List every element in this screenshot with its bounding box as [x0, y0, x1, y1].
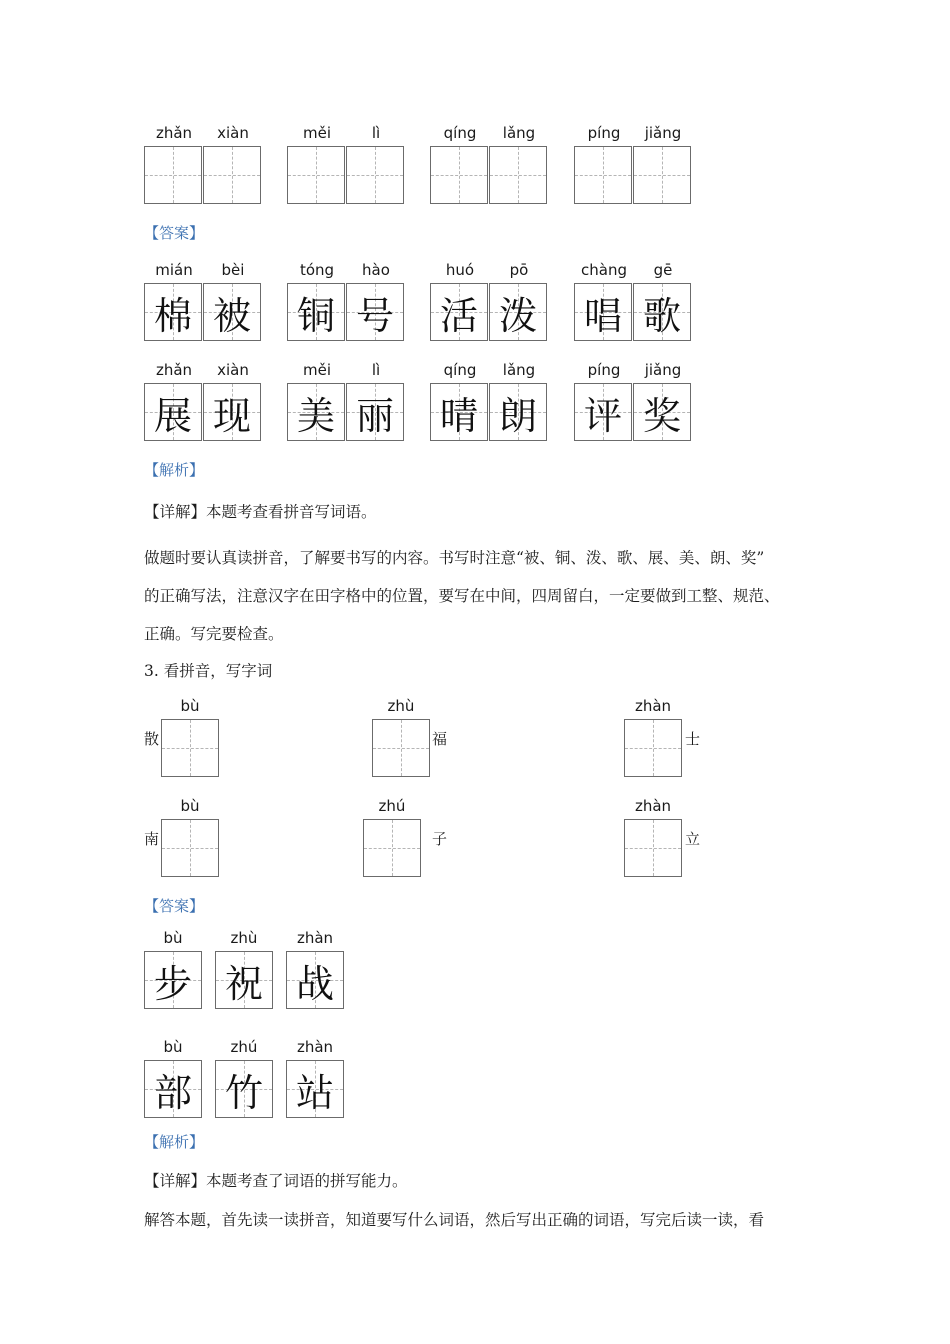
pinyin: bù [180, 797, 200, 815]
answer-cell [144, 951, 202, 1009]
answer-char: 号 [355, 293, 394, 338]
explain-line: 正确。写完要检查。 [144, 625, 284, 643]
answer-char: 评 [583, 393, 622, 438]
answer-cell [346, 283, 404, 341]
answer-char: 朗 [498, 393, 537, 438]
writing-cell[interactable] [624, 819, 682, 877]
writing-cell[interactable] [430, 146, 488, 204]
pinyin: bù [163, 1038, 183, 1056]
answer-cell [144, 383, 202, 441]
detail-text: 【详解】本题考查了词语的拼写能力。 [144, 1172, 408, 1190]
answer-tag: 【答案】 [144, 224, 205, 242]
writing-cell[interactable] [489, 146, 547, 204]
word-part: 南 [144, 830, 160, 848]
writing-cell[interactable] [161, 819, 219, 877]
answer-char: 奖 [642, 393, 681, 438]
answer-char: 唱 [583, 293, 622, 338]
answer-char: 棉 [153, 293, 192, 338]
answer-cell [286, 951, 344, 1009]
pinyin: píng [587, 124, 621, 142]
answer-cell [203, 383, 261, 441]
pinyin: zhú [230, 1038, 258, 1056]
pinyin: lì [371, 361, 381, 379]
pinyin: měi [302, 361, 331, 379]
answer-cell [633, 383, 691, 441]
pinyin: zhú [378, 797, 406, 815]
writing-cell[interactable] [161, 719, 219, 777]
pinyin: zhǎn [155, 361, 193, 379]
question-title: 3. 看拼音，写字词 [144, 662, 273, 680]
answer-cell [489, 383, 547, 441]
answer-cell [633, 283, 691, 341]
answer-cell [215, 1060, 273, 1118]
pinyin: bù [180, 697, 200, 715]
pinyin: qíng [443, 361, 477, 379]
explain-line: 解答本题，首先读一读拼音，知道要写什么词语，然后写出正确的词语，写完后读一读，看 [144, 1211, 765, 1229]
pinyin: tóng [299, 261, 335, 279]
writing-cell[interactable] [574, 146, 632, 204]
pinyin: lì [371, 124, 381, 142]
pinyin: píng [587, 361, 621, 379]
pinyin: bù [163, 929, 183, 947]
pinyin: chàng [581, 261, 627, 279]
analysis-tag: 【解析】 [144, 461, 205, 479]
pinyin: jiǎng [644, 361, 682, 379]
pinyin: zhù [387, 697, 415, 715]
answer-cell [430, 283, 488, 341]
pinyin: zhàn [296, 929, 334, 947]
pinyin: měi [302, 124, 331, 142]
word-part: 士 [685, 730, 701, 748]
answer-cell [430, 383, 488, 441]
writing-cell[interactable] [203, 146, 261, 204]
pinyin: bèi [221, 261, 245, 279]
answer-cell [215, 951, 273, 1009]
word-part: 立 [685, 830, 701, 848]
writing-cell[interactable] [287, 146, 345, 204]
writing-cell[interactable] [633, 146, 691, 204]
detail-text: 【详解】本题考查看拼音写词语。 [144, 503, 377, 521]
pinyin: hào [362, 261, 390, 279]
pinyin: xiàn [217, 124, 249, 142]
answer-cell [144, 283, 202, 341]
writing-cell[interactable] [372, 719, 430, 777]
word-part: 散 [144, 730, 160, 748]
answer-char: 晴 [439, 393, 478, 438]
writing-cell[interactable] [624, 719, 682, 777]
answer-char: 祝 [224, 961, 263, 1006]
answer-cell [287, 383, 345, 441]
word-part: 福 [432, 730, 448, 748]
explain-line: 做题时要认真读拼音，了解要书写的内容。书写时注意“被、铜、泼、歌、展、美、朗、奖” [144, 549, 765, 567]
pinyin: zhǎn [155, 124, 193, 142]
answer-cell [203, 283, 261, 341]
answer-char: 被 [212, 293, 251, 338]
answer-char: 泼 [498, 293, 537, 338]
answer-cell [346, 383, 404, 441]
answer-cell [489, 283, 547, 341]
writing-cell[interactable] [363, 819, 421, 877]
pinyin: zhàn [296, 1038, 334, 1056]
answer-cell [574, 383, 632, 441]
answer-char: 部 [153, 1070, 192, 1115]
writing-cell[interactable] [144, 146, 202, 204]
answer-char: 现 [212, 393, 251, 438]
answer-char: 步 [153, 961, 192, 1006]
writing-cell[interactable] [346, 146, 404, 204]
pinyin: xiàn [217, 361, 249, 379]
answer-char: 丽 [355, 393, 394, 438]
answer-char: 美 [296, 393, 335, 438]
pinyin: lǎng [502, 361, 536, 379]
answer-char: 战 [295, 961, 334, 1006]
pinyin: pō [509, 261, 529, 279]
pinyin: zhàn [634, 797, 672, 815]
pinyin: zhù [230, 929, 258, 947]
answer-cell [286, 1060, 344, 1118]
analysis-tag: 【解析】 [144, 1133, 205, 1151]
pinyin: lǎng [502, 124, 536, 142]
pinyin: zhàn [634, 697, 672, 715]
answer-char: 站 [295, 1070, 334, 1115]
answer-cell [574, 283, 632, 341]
answer-cell [144, 1060, 202, 1118]
answer-char: 铜 [296, 293, 335, 338]
pinyin: jiǎng [644, 124, 682, 142]
answer-tag: 【答案】 [144, 897, 205, 915]
pinyin: huó [445, 261, 475, 279]
word-part: 子 [432, 830, 448, 848]
answer-char: 活 [439, 293, 478, 338]
pinyin: qíng [443, 124, 477, 142]
answer-char: 歌 [642, 293, 681, 338]
answer-char: 竹 [224, 1070, 263, 1115]
answer-cell [287, 283, 345, 341]
pinyin: mián [155, 261, 193, 279]
pinyin: gē [653, 261, 673, 279]
answer-char: 展 [153, 393, 192, 438]
explain-line: 的正确写法，注意汉字在田字格中的位置，要写在中间，四周留白，一定要做到工整、规范、 [144, 587, 780, 605]
